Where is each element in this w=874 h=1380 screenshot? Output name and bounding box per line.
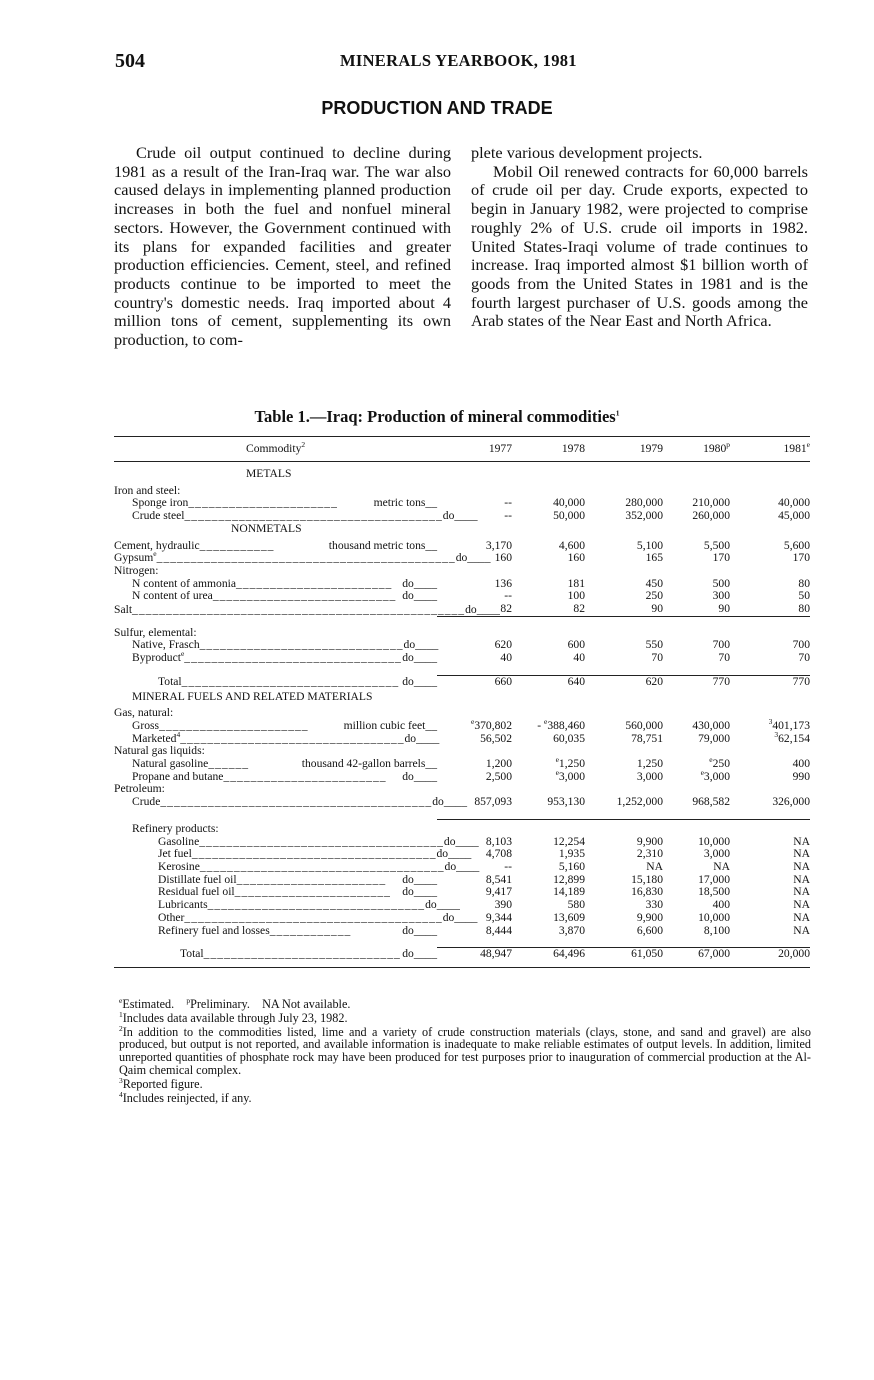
- col-header-1980: 1980$^p$: [663, 437, 730, 462]
- footnote-ref: 1: [615, 408, 620, 418]
- cell: 165: [645, 551, 663, 565]
- cell: 5,100: [636, 538, 663, 552]
- cell: NA: [646, 859, 663, 873]
- rule-row: [114, 616, 810, 627]
- section-title: PRODUCTION AND TRADE: [321, 98, 553, 118]
- row-label: Distillate fuel oil ______________________ do____: [158, 872, 437, 886]
- table-row: [114, 819, 810, 835]
- body-paragraph: Crude oil output continued to decline during 1981 as a result of the Iran-Iraq war. The war also caused delays in implementing planned production increases in both the fuel and nonfuel mineral sectors. However, the Government continued with its plans for expanded facilities and greater production efficiencies. Cement, steel, and refined products continue to be imported to meet the country's domestic needs. Iraq imported about 4 million tons of cement, supplementing its own production, to com-: [114, 143, 451, 350]
- cell: 70: [718, 651, 730, 665]
- cell: 352,000: [625, 509, 663, 523]
- row-label: Salt _________________________________________________ do____: [114, 602, 500, 616]
- table-row: [114, 565, 810, 578]
- cell: 968,582: [692, 795, 730, 809]
- cell: 50: [798, 589, 810, 603]
- cell: 170: [712, 551, 730, 565]
- cell: 857,093: [474, 795, 512, 809]
- table-row: [114, 899, 810, 912]
- cell: 16,830: [631, 885, 663, 899]
- cell: --: [504, 496, 512, 510]
- table-row: [114, 590, 810, 603]
- cell: 1,935: [558, 847, 585, 861]
- cell: 260,000: [692, 509, 730, 523]
- row-label: Marketed$^4$ _________________________________ do____: [132, 729, 440, 745]
- cell: 100: [567, 589, 585, 603]
- cell: $^e$1,250: [555, 755, 585, 771]
- cell: 82: [500, 602, 512, 616]
- row-label: Crude ________________________________________ do____: [132, 795, 467, 809]
- table-row: [114, 771, 810, 784]
- table-row: [114, 675, 810, 688]
- row-label: Total _____________________________ do____: [114, 948, 437, 968]
- cell: 550: [645, 638, 663, 652]
- cell: 560,000: [625, 718, 663, 732]
- cell: 40,000: [553, 496, 585, 510]
- rule-row: [114, 665, 810, 676]
- cell: NA: [793, 910, 810, 924]
- production-table: [114, 436, 810, 968]
- cell: 61,050: [585, 948, 663, 968]
- cell: 80: [798, 576, 810, 590]
- cell: 500: [712, 576, 730, 590]
- cell: 660: [494, 674, 512, 688]
- row-label: Native, Frasch ______________________________ do____: [132, 638, 439, 652]
- cell: 280,000: [625, 496, 663, 510]
- cell: 12,899: [553, 872, 585, 886]
- row-label: Total ________________________________ do____: [158, 674, 437, 688]
- table-header-row: [114, 437, 810, 462]
- cell: 770: [792, 674, 810, 688]
- section-row: [114, 523, 810, 540]
- cell: 8,100: [703, 923, 730, 937]
- cell: 620: [494, 638, 512, 652]
- cell: 2,310: [636, 847, 663, 861]
- cell: 50,000: [553, 509, 585, 523]
- cell: 5,160: [558, 859, 585, 873]
- cell: 160: [494, 551, 512, 565]
- row-label: Propane and butane ________________________ do____: [132, 769, 437, 783]
- cell: 9,900: [636, 910, 663, 924]
- cell: 4,708: [485, 847, 512, 861]
- cell: 580: [567, 898, 585, 912]
- section-row: [114, 462, 810, 485]
- page-number: 504: [115, 50, 145, 72]
- cell: 79,000: [698, 731, 730, 745]
- cell: --: [504, 509, 512, 523]
- cell: 10,000: [698, 910, 730, 924]
- cell: 90: [718, 602, 730, 616]
- table-title: [0, 407, 874, 427]
- cell: 640: [567, 674, 585, 688]
- table-row: [114, 925, 810, 938]
- row-label: Lubricants ________________________________ do____: [158, 898, 460, 912]
- row-label: Refinery fuel and losses ____________ do____: [158, 923, 437, 937]
- cell: --: [504, 859, 512, 873]
- cell: 770: [712, 674, 730, 688]
- cell: 3,170: [485, 538, 512, 552]
- table-footnotes: [114, 995, 811, 1105]
- row-label: Byproduct$^e$ ________________________________ do____: [132, 649, 437, 665]
- cell: 700: [792, 638, 810, 652]
- row-label: Other ______________________________________ do____: [158, 910, 478, 924]
- cell: 40: [573, 651, 585, 665]
- cell: 300: [712, 589, 730, 603]
- running-title: MINERALS YEARBOOK, 1981: [340, 51, 577, 70]
- cell: NA: [793, 847, 810, 861]
- cell: 90: [651, 602, 663, 616]
- table-row: [114, 733, 810, 746]
- cell: 15,180: [631, 872, 663, 886]
- cell: --: [504, 589, 512, 603]
- col-header-commodity: Commodity$^2$: [114, 437, 437, 462]
- cell: 1,250: [636, 757, 663, 771]
- cell: 953,130: [547, 795, 585, 809]
- cell: 2,500: [485, 769, 512, 783]
- cell: $^e$250: [709, 755, 730, 771]
- row-label: Crude steel ______________________________________ do____: [132, 509, 478, 523]
- cell: 60,035: [553, 731, 585, 745]
- cell: NA: [793, 859, 810, 873]
- section-heading-fuels: MINERAL FUELS AND RELATED MATERIALS: [132, 689, 373, 703]
- table-row: [114, 796, 810, 809]
- cell: 326,000: [772, 795, 810, 809]
- cell: 82: [573, 602, 585, 616]
- cell: 1,200: [485, 757, 512, 771]
- cell: 18,500: [698, 885, 730, 899]
- cell: 181: [567, 576, 585, 590]
- group-label: Natural gas liquids:: [114, 744, 205, 758]
- footnote: $^2$In addition to the commodities listed, lime and a variety of crude construction materials (clays, stone, and sand and gravel) are also produced, but output is not reported, and available information is inadequate to make reliable estimates of output levels. In addition, limited unreported quantities of phosphate rock may have been produced for test purposes prior to inauguration of commercial production at the Al-Qaim chemical complex.: [119, 1023, 811, 1077]
- group-label: Refinery products:: [132, 821, 219, 835]
- table-title-text: Table 1.—Iraq: Production of mineral commodities: [254, 407, 616, 426]
- cell: 430,000: [692, 718, 730, 732]
- col-header-1981: 1981e: [730, 437, 810, 462]
- cell: $^e$370,802: [470, 717, 512, 732]
- cell: 8,444: [485, 923, 512, 937]
- cell: 390: [494, 898, 512, 912]
- cell: 5,600: [783, 538, 810, 552]
- cell: 600: [567, 638, 585, 652]
- cell: 17,000: [698, 872, 730, 886]
- row-label: Jet fuel ____________________________________ do____: [158, 847, 472, 861]
- cell: 40,000: [778, 496, 810, 510]
- cell: 136: [494, 576, 512, 590]
- cell: - $^e$388,460: [537, 717, 585, 732]
- section-row: [114, 689, 810, 708]
- group-label: Petroleum:: [114, 782, 165, 796]
- table-row: [114, 603, 810, 616]
- cell: 4,600: [558, 538, 585, 552]
- cell: 400: [712, 898, 730, 912]
- cell: 64,496: [512, 948, 585, 968]
- cell: 67,000: [663, 948, 730, 968]
- footnote-legend: $^e$Estimated. $^p$Preliminary. NA Not available.: [119, 995, 351, 1011]
- cell: 70: [798, 651, 810, 665]
- section-heading-nonmetals: NONMETALS: [231, 521, 302, 535]
- group-label: Nitrogen:: [114, 563, 159, 577]
- cell: 250: [645, 589, 663, 603]
- cell: NA: [793, 834, 810, 848]
- cell: 40: [500, 651, 512, 665]
- cell: 9,900: [636, 834, 663, 848]
- group-label: Iron and steel:: [114, 483, 181, 497]
- row-label: N content of ammonia _______________________ do____: [132, 576, 437, 590]
- cell: 9,417: [485, 885, 512, 899]
- table-row: [114, 510, 810, 523]
- footnote: $^4$Includes reinjected, if any.: [119, 1089, 252, 1105]
- cell: 48,947: [437, 948, 512, 968]
- cell: 400: [792, 757, 810, 771]
- cell: 56,502: [480, 731, 512, 745]
- cell: 8,103: [485, 834, 512, 848]
- row-label: N content of urea ___________________________ do____: [132, 589, 437, 603]
- cell: 13,609: [553, 910, 585, 924]
- cell: 10,000: [698, 834, 730, 848]
- group-label: Gas, natural:: [114, 706, 174, 720]
- rule-row: [114, 937, 810, 948]
- col-header-1978: 1978: [512, 437, 585, 462]
- table-row: [114, 552, 810, 565]
- row-label: Residual fuel oil _______________________ do____: [158, 885, 437, 899]
- cell: 990: [792, 769, 810, 783]
- cell: NA: [713, 859, 730, 873]
- cell: 20,000: [730, 948, 810, 968]
- cell: $^3$62,154: [774, 729, 810, 745]
- row-label: Kerosine ____________________________________ do____: [158, 859, 480, 873]
- cell: $^e$3,000: [555, 767, 585, 783]
- group-label: Sulfur, elemental:: [114, 625, 197, 639]
- cell: $^3$401,173: [768, 717, 810, 732]
- table-row: [114, 720, 810, 733]
- cell: $^e$3,000: [700, 767, 730, 783]
- cell: 700: [712, 638, 730, 652]
- col-header-1977: 1977: [437, 437, 512, 462]
- cell: 3,870: [558, 923, 585, 937]
- cell: NA: [793, 872, 810, 886]
- table-row: [114, 652, 810, 665]
- row-label: Gasoline ____________________________________ do____: [158, 834, 479, 848]
- section-heading-metals: METALS: [246, 467, 292, 480]
- table-row: [114, 912, 810, 925]
- cell: 45,000: [778, 509, 810, 523]
- col-header-1979: 1979: [585, 437, 663, 462]
- row-label: Gross ______________________ million cubic feet__: [132, 718, 437, 732]
- row-label: Natural gasoline ______ thousand 42-gallon barrels__: [132, 757, 437, 771]
- row-label: Gypsum$^e$ ____________________________________________ do____: [114, 549, 491, 565]
- cell: 9,344: [485, 910, 512, 924]
- cell: NA: [793, 885, 810, 899]
- table-row: [114, 948, 810, 968]
- cell: 450: [645, 576, 663, 590]
- row-label: Sponge iron ______________________ metric tons__: [132, 496, 437, 510]
- cell: 78,751: [631, 731, 663, 745]
- cell: 330: [645, 898, 663, 912]
- cell: 5,500: [703, 538, 730, 552]
- cell: 14,189: [553, 885, 585, 899]
- cell: 170: [792, 551, 810, 565]
- cell: 3,000: [703, 847, 730, 861]
- cell: NA: [793, 923, 810, 937]
- footnote: $^3$Reported figure.: [119, 1075, 203, 1091]
- cell: 1,252,000: [616, 795, 663, 809]
- body-paragraph: plete various development projects.: [471, 143, 703, 162]
- row-label: Cement, hydraulic ___________ thousand metric tons__: [114, 538, 437, 552]
- cell: 210,000: [692, 496, 730, 510]
- cell: 620: [645, 674, 663, 688]
- cell: 3,000: [636, 769, 663, 783]
- body-paragraph: Mobil Oil renewed contracts for 60,000 barrels of crude oil per day. Crude exports, expected to begin in January 1982, were projected to comprise roughly 2% of U.S. crude oil imports in 1982. United States-Iraqi volume of trade continues to increase. Iraq imported almost $1 billion worth of goods from the United States in 1981 and is the fourth largest purchaser of U.S. goods among the Arab states of the Near East and North Africa.: [471, 161, 808, 331]
- cell: 8,541: [485, 872, 512, 886]
- cell: 6,600: [636, 923, 663, 937]
- cell: 80: [798, 602, 810, 616]
- table-row: [114, 861, 810, 874]
- body-column-left: [114, 144, 451, 350]
- cell: NA: [793, 898, 810, 912]
- cell: 12,254: [553, 834, 585, 848]
- body-column-right: [471, 144, 808, 331]
- rule-row: [114, 809, 810, 820]
- cell: 70: [651, 651, 663, 665]
- cell: 160: [567, 551, 585, 565]
- footnote: $^1$Includes data available through July 23, 1982.: [119, 1009, 348, 1025]
